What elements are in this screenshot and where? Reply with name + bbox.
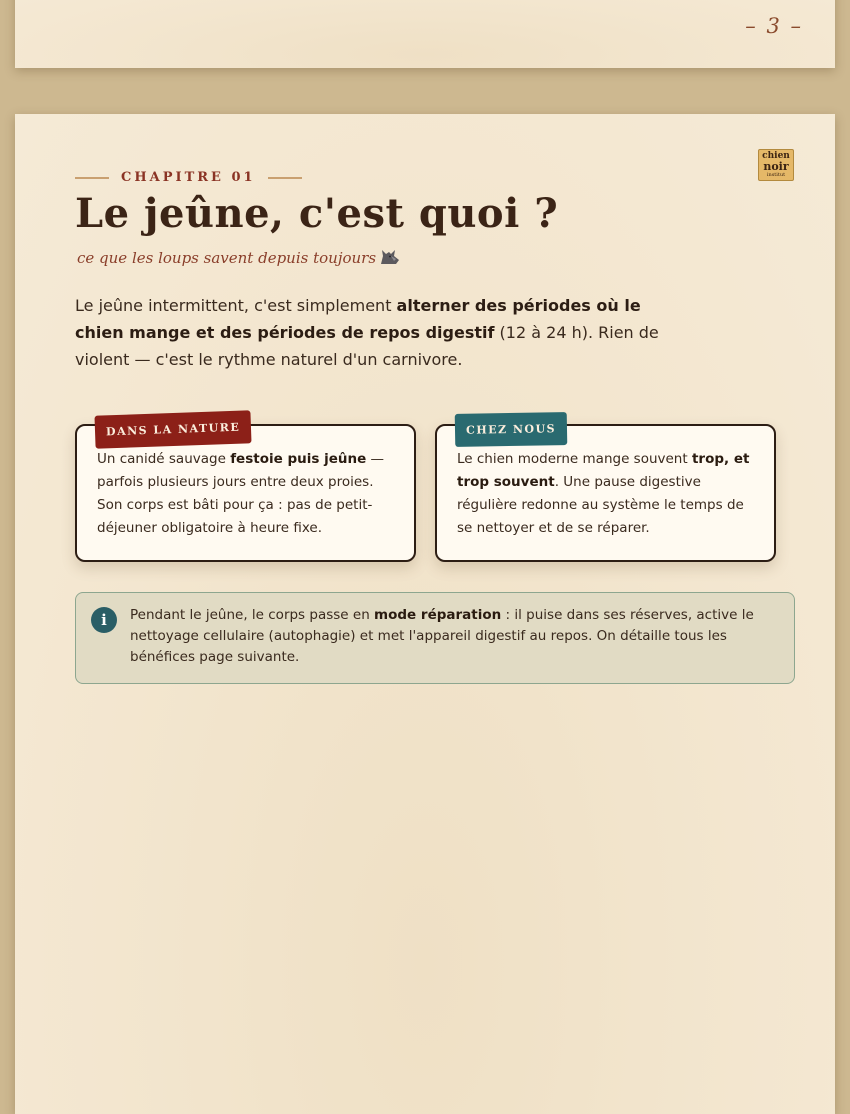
intro-text-2: (12 à 24 h). Rien de violent — c'est le rythme naturel d'un carnivore. bbox=[75, 323, 659, 369]
page-number: – 3 – bbox=[745, 14, 803, 38]
info-icon: i bbox=[91, 607, 117, 633]
intro-paragraph bbox=[75, 292, 675, 373]
brand-logo bbox=[758, 149, 794, 181]
info-text bbox=[130, 605, 774, 668]
page-title: Le jeûne, c'est quoi ? bbox=[75, 190, 559, 237]
card-nature-text-2: — parfois plusieurs jours entre deux proies. Son corps est bâti pour ça : pas de petit-déjeuner obligatoire à heure fixe. bbox=[97, 451, 385, 536]
current-page bbox=[15, 114, 835, 1114]
chapter-text: CHAPITRE 01 bbox=[121, 170, 256, 185]
previous-page bbox=[15, 0, 835, 68]
card-home bbox=[435, 424, 776, 562]
card-nature bbox=[75, 420, 416, 562]
page-subtitle bbox=[77, 248, 400, 267]
logo-line-1: chien bbox=[762, 151, 790, 161]
card-tag-home: CHEZ NOUS bbox=[455, 412, 568, 447]
logo-line-2: noir bbox=[763, 160, 789, 173]
wolf-icon bbox=[378, 248, 400, 266]
intro-bold: alterner des périodes où le chien mange et des périodes de repos digestif bbox=[75, 296, 641, 342]
card-nature-bold: festoie puis jeûne bbox=[230, 451, 367, 467]
info-text-1: Pendant le jeûne, le corps passe en bbox=[130, 607, 375, 623]
chapter-label bbox=[75, 170, 302, 185]
card-nature-text bbox=[97, 448, 394, 540]
card-home-text bbox=[457, 448, 754, 540]
chapter-rule-left bbox=[75, 177, 109, 179]
card-home-text-1: Le chien moderne mange souvent bbox=[457, 451, 692, 467]
card-home-text-2: . Une pause digestive régulière redonne au système le temps de se nettoyer et de se réparer. bbox=[457, 474, 744, 536]
card-home-bold: trop, et trop souvent bbox=[457, 451, 750, 490]
card-tag-nature: DANS LA NATURE bbox=[94, 410, 251, 448]
info-text-2: : il puise dans ses réserves, active le nettoyage cellulaire (autophagie) et met l'appareil digestif au repos. On détaille tous les bénéfices page suivante. bbox=[130, 607, 754, 665]
subtitle-text: ce que les loups savent depuis toujours bbox=[77, 249, 377, 267]
info-callout bbox=[75, 592, 795, 684]
logo-line-3: institut bbox=[766, 172, 786, 178]
chapter-rule-right bbox=[268, 177, 302, 179]
info-bold: mode réparation bbox=[374, 607, 502, 623]
card-nature-text-1: Un canidé sauvage bbox=[97, 451, 231, 467]
intro-text-1: Le jeûne intermittent, c'est simplement bbox=[75, 296, 397, 315]
